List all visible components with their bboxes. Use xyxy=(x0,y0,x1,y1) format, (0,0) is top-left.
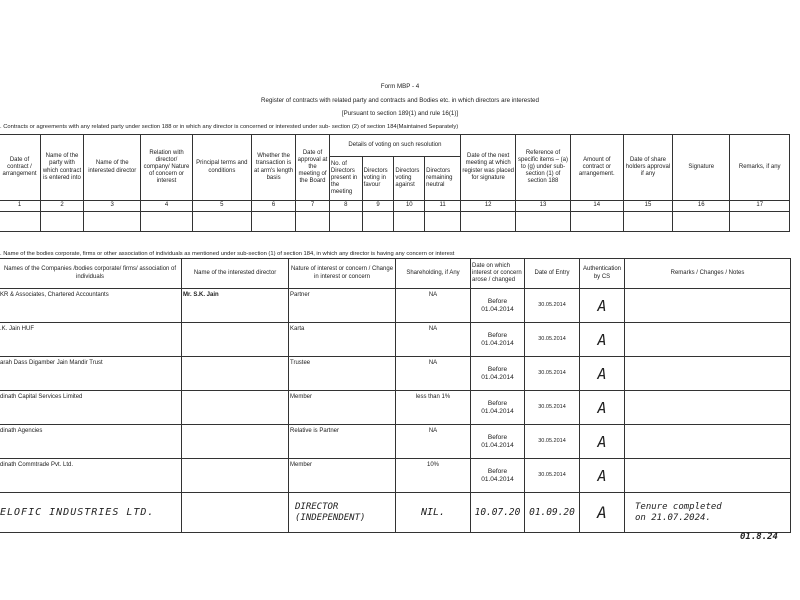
company-name: ELOFIC INDUSTRIES LTD. xyxy=(0,493,182,533)
director-name: Mr. S.K. Jain xyxy=(182,289,289,323)
date-interest: 01.04.2014 xyxy=(481,373,514,381)
nature-of-interest: Member xyxy=(289,459,396,493)
col-authentication: Authentication by CS xyxy=(580,259,625,289)
col-number: 5 xyxy=(192,201,251,212)
remarks xyxy=(625,323,791,357)
col-number: 2 xyxy=(41,201,84,212)
section1-heading: . Contracts or agreements with any related party under section 188 or in which any director is concerned or interested under sub- section (2) of section 184(Maintained Separately) xyxy=(0,124,459,130)
col-number: 3 xyxy=(84,201,141,212)
director-name xyxy=(182,459,289,493)
company-name: dinath Capital Services Limited xyxy=(0,391,182,425)
cs-initials xyxy=(580,289,625,323)
date-interest: 01.04.2014 xyxy=(481,475,514,483)
col-voting-details: Details of voting on such resolution xyxy=(329,135,460,157)
director-name xyxy=(182,391,289,425)
col-approval-date: Date of approval at the meeting of the Board xyxy=(296,135,330,201)
col-shareholding: Shareholding, if Any xyxy=(396,259,471,289)
date-interest: 01.04.2014 xyxy=(481,407,514,415)
nature-of-interest: Partner xyxy=(289,289,396,323)
remarks xyxy=(625,289,791,323)
date-of-entry: 30.05.2014 xyxy=(525,391,580,425)
col-date-interest-arose: Date on which interest or concern arose / changed xyxy=(471,259,525,289)
cs-initials xyxy=(580,357,625,391)
company-name: dinath Agencies xyxy=(0,425,182,459)
shareholding: NA xyxy=(396,425,471,459)
date-of-entry: 30.05.2014 xyxy=(525,357,580,391)
col-number: 16 xyxy=(673,201,730,212)
remarks xyxy=(625,391,791,425)
cs-signature-mark: A xyxy=(597,502,607,522)
col-number: 17 xyxy=(730,201,790,212)
date-before: Before xyxy=(487,365,508,373)
col-interested-director: Name of the interested director xyxy=(182,259,289,289)
nature-line: (INDEPENDENT) xyxy=(295,512,366,523)
date-of-entry: 01.09.20 xyxy=(525,493,580,533)
nature-line: DIRECTOR xyxy=(295,501,339,512)
table-row xyxy=(0,425,791,459)
form-subtitle: Register of contracts with related party and contracts and Bodies etc. in which directors are interested xyxy=(261,97,539,104)
director-name xyxy=(182,323,289,357)
col-principal-terms: Principal terms and conditions xyxy=(192,135,251,201)
shareholding: NIL. xyxy=(396,493,471,533)
cs-initials xyxy=(580,391,625,425)
remarks xyxy=(625,459,791,493)
col-date-of-contract: Date of contract / arrangement xyxy=(0,135,41,201)
nature-of-interest: Relative is Partner xyxy=(289,425,396,459)
col-voting-favour: Directors voting in favour xyxy=(362,157,394,201)
col-party-name: Name of the party with which contract is entered into xyxy=(41,135,84,201)
date-interest: 10.07.20 xyxy=(471,493,525,533)
date-of-entry: 30.05.2014 xyxy=(525,425,580,459)
date-interest: 01.04.2014 xyxy=(481,305,514,313)
date-before: Before xyxy=(487,331,508,339)
date-of-entry: 30.05.2014 xyxy=(525,323,580,357)
col-number: 8 xyxy=(329,201,362,212)
col-date-of-entry: Date of Entry xyxy=(525,259,580,289)
col-number: 13 xyxy=(516,201,570,212)
nature-of-interest: Karta xyxy=(289,323,396,357)
section2-heading: . Name of the bodies corporate, firms or other association of individuals as mentioned under sub-section (1) of section 184, in which any director is having any concern or interest xyxy=(0,251,455,257)
date-of-entry: 30.05.2014 xyxy=(525,459,580,493)
form-title: Form MBP - 4 xyxy=(380,83,420,90)
cs-signature-mark: A xyxy=(597,432,607,451)
table-row xyxy=(0,357,791,391)
director-name xyxy=(182,357,289,391)
col-relation: Relation with director/ company/ Nature of concern or interest xyxy=(141,135,192,201)
shareholding: NA xyxy=(396,289,471,323)
remarks xyxy=(625,425,791,459)
cs-initials xyxy=(580,459,625,493)
table-row xyxy=(0,459,791,493)
col-number: 6 xyxy=(252,201,296,212)
col-remarks: Remarks, if any xyxy=(730,135,790,201)
remark-line: Tenure completed xyxy=(635,501,722,512)
col-number: 11 xyxy=(425,201,461,212)
col-number: 1 xyxy=(0,201,41,212)
col-shareholder-approval: Date of share holders approval if any xyxy=(623,135,672,201)
director-name xyxy=(182,493,289,533)
col-voting-against: Directors voting against xyxy=(394,157,425,201)
empty-contract-row xyxy=(0,212,790,232)
director-name xyxy=(182,425,289,459)
shareholding: NA xyxy=(396,357,471,391)
date-before: Before xyxy=(487,297,508,305)
cs-signature-mark: A xyxy=(597,330,607,349)
date-of-entry: 30.05.2014 xyxy=(525,289,580,323)
col-nature-of-interest: Nature of interest or concern / Change in interest or concern xyxy=(289,259,396,289)
bodies-corporate-table xyxy=(0,258,791,533)
company-name: dinath Commtrade Pvt. Ltd. xyxy=(0,459,182,493)
col-amount: Amount of contract or arrangement. xyxy=(570,135,623,201)
cs-initials xyxy=(580,493,625,533)
shareholding: 10% xyxy=(396,459,471,493)
col-neutral: Directors remaining neutral xyxy=(425,157,461,201)
date-interest: 01.04.2014 xyxy=(481,441,514,449)
date-before: Before xyxy=(487,467,508,475)
col-number: 4 xyxy=(141,201,192,212)
table-row xyxy=(0,289,791,323)
col-number: 12 xyxy=(461,201,516,212)
company-name: KR & Associates, Chartered Accountants xyxy=(0,289,182,323)
col-interested-director: Name of the interested director xyxy=(84,135,141,201)
contracts-table xyxy=(0,134,790,232)
cs-signature-mark: A xyxy=(597,466,607,485)
company-name: arah Dass Digamber Jain Mandir Trust xyxy=(0,357,182,391)
cs-signature-mark: A xyxy=(597,296,607,315)
date-before: Before xyxy=(487,399,508,407)
table-row xyxy=(0,323,791,357)
col-number: 7 xyxy=(296,201,330,212)
column-number-row xyxy=(0,201,790,212)
col-next-meeting: Date of the next meeting at which register was placed for signature xyxy=(461,135,516,201)
cs-initials xyxy=(580,425,625,459)
col-arms-length: Whether the transaction is at arm's length basis xyxy=(252,135,296,201)
company-name: .K. Jain HUF xyxy=(0,323,182,357)
remark-line: on 21.07.2024. xyxy=(635,512,711,523)
remarks xyxy=(625,357,791,391)
cs-signature-mark: A xyxy=(597,364,607,383)
remark-date: 01.8.24 xyxy=(740,532,778,542)
col-number: 15 xyxy=(623,201,672,212)
shareholding: NA xyxy=(396,323,471,357)
table-row xyxy=(0,391,791,425)
handwritten-row xyxy=(0,493,791,533)
shareholding: less than 1% xyxy=(396,391,471,425)
col-number: 14 xyxy=(570,201,623,212)
nature-of-interest: Trustee xyxy=(289,357,396,391)
col-directors-present: No. of Directors present in the meeting xyxy=(329,157,362,201)
col-remarks: Remarks / Changes / Notes xyxy=(625,259,791,289)
date-before: Before xyxy=(487,433,508,441)
col-reference-items: Reference of specific items – (a) to (g) under sub-section (1) of section 188 xyxy=(516,135,570,201)
form-rule: [Pursuant to section 189(1) and rule 16(1)] xyxy=(341,110,459,117)
col-number: 9 xyxy=(362,201,394,212)
col-signature: Signature xyxy=(673,135,730,201)
col-company-name: Names of the Companies /bodies corporate/ firms/ association of individuals xyxy=(0,259,182,289)
nature-of-interest: Member xyxy=(289,391,396,425)
cs-initials xyxy=(580,323,625,357)
cs-signature-mark: A xyxy=(597,398,607,417)
date-interest: 01.04.2014 xyxy=(481,339,514,347)
col-number: 10 xyxy=(394,201,425,212)
